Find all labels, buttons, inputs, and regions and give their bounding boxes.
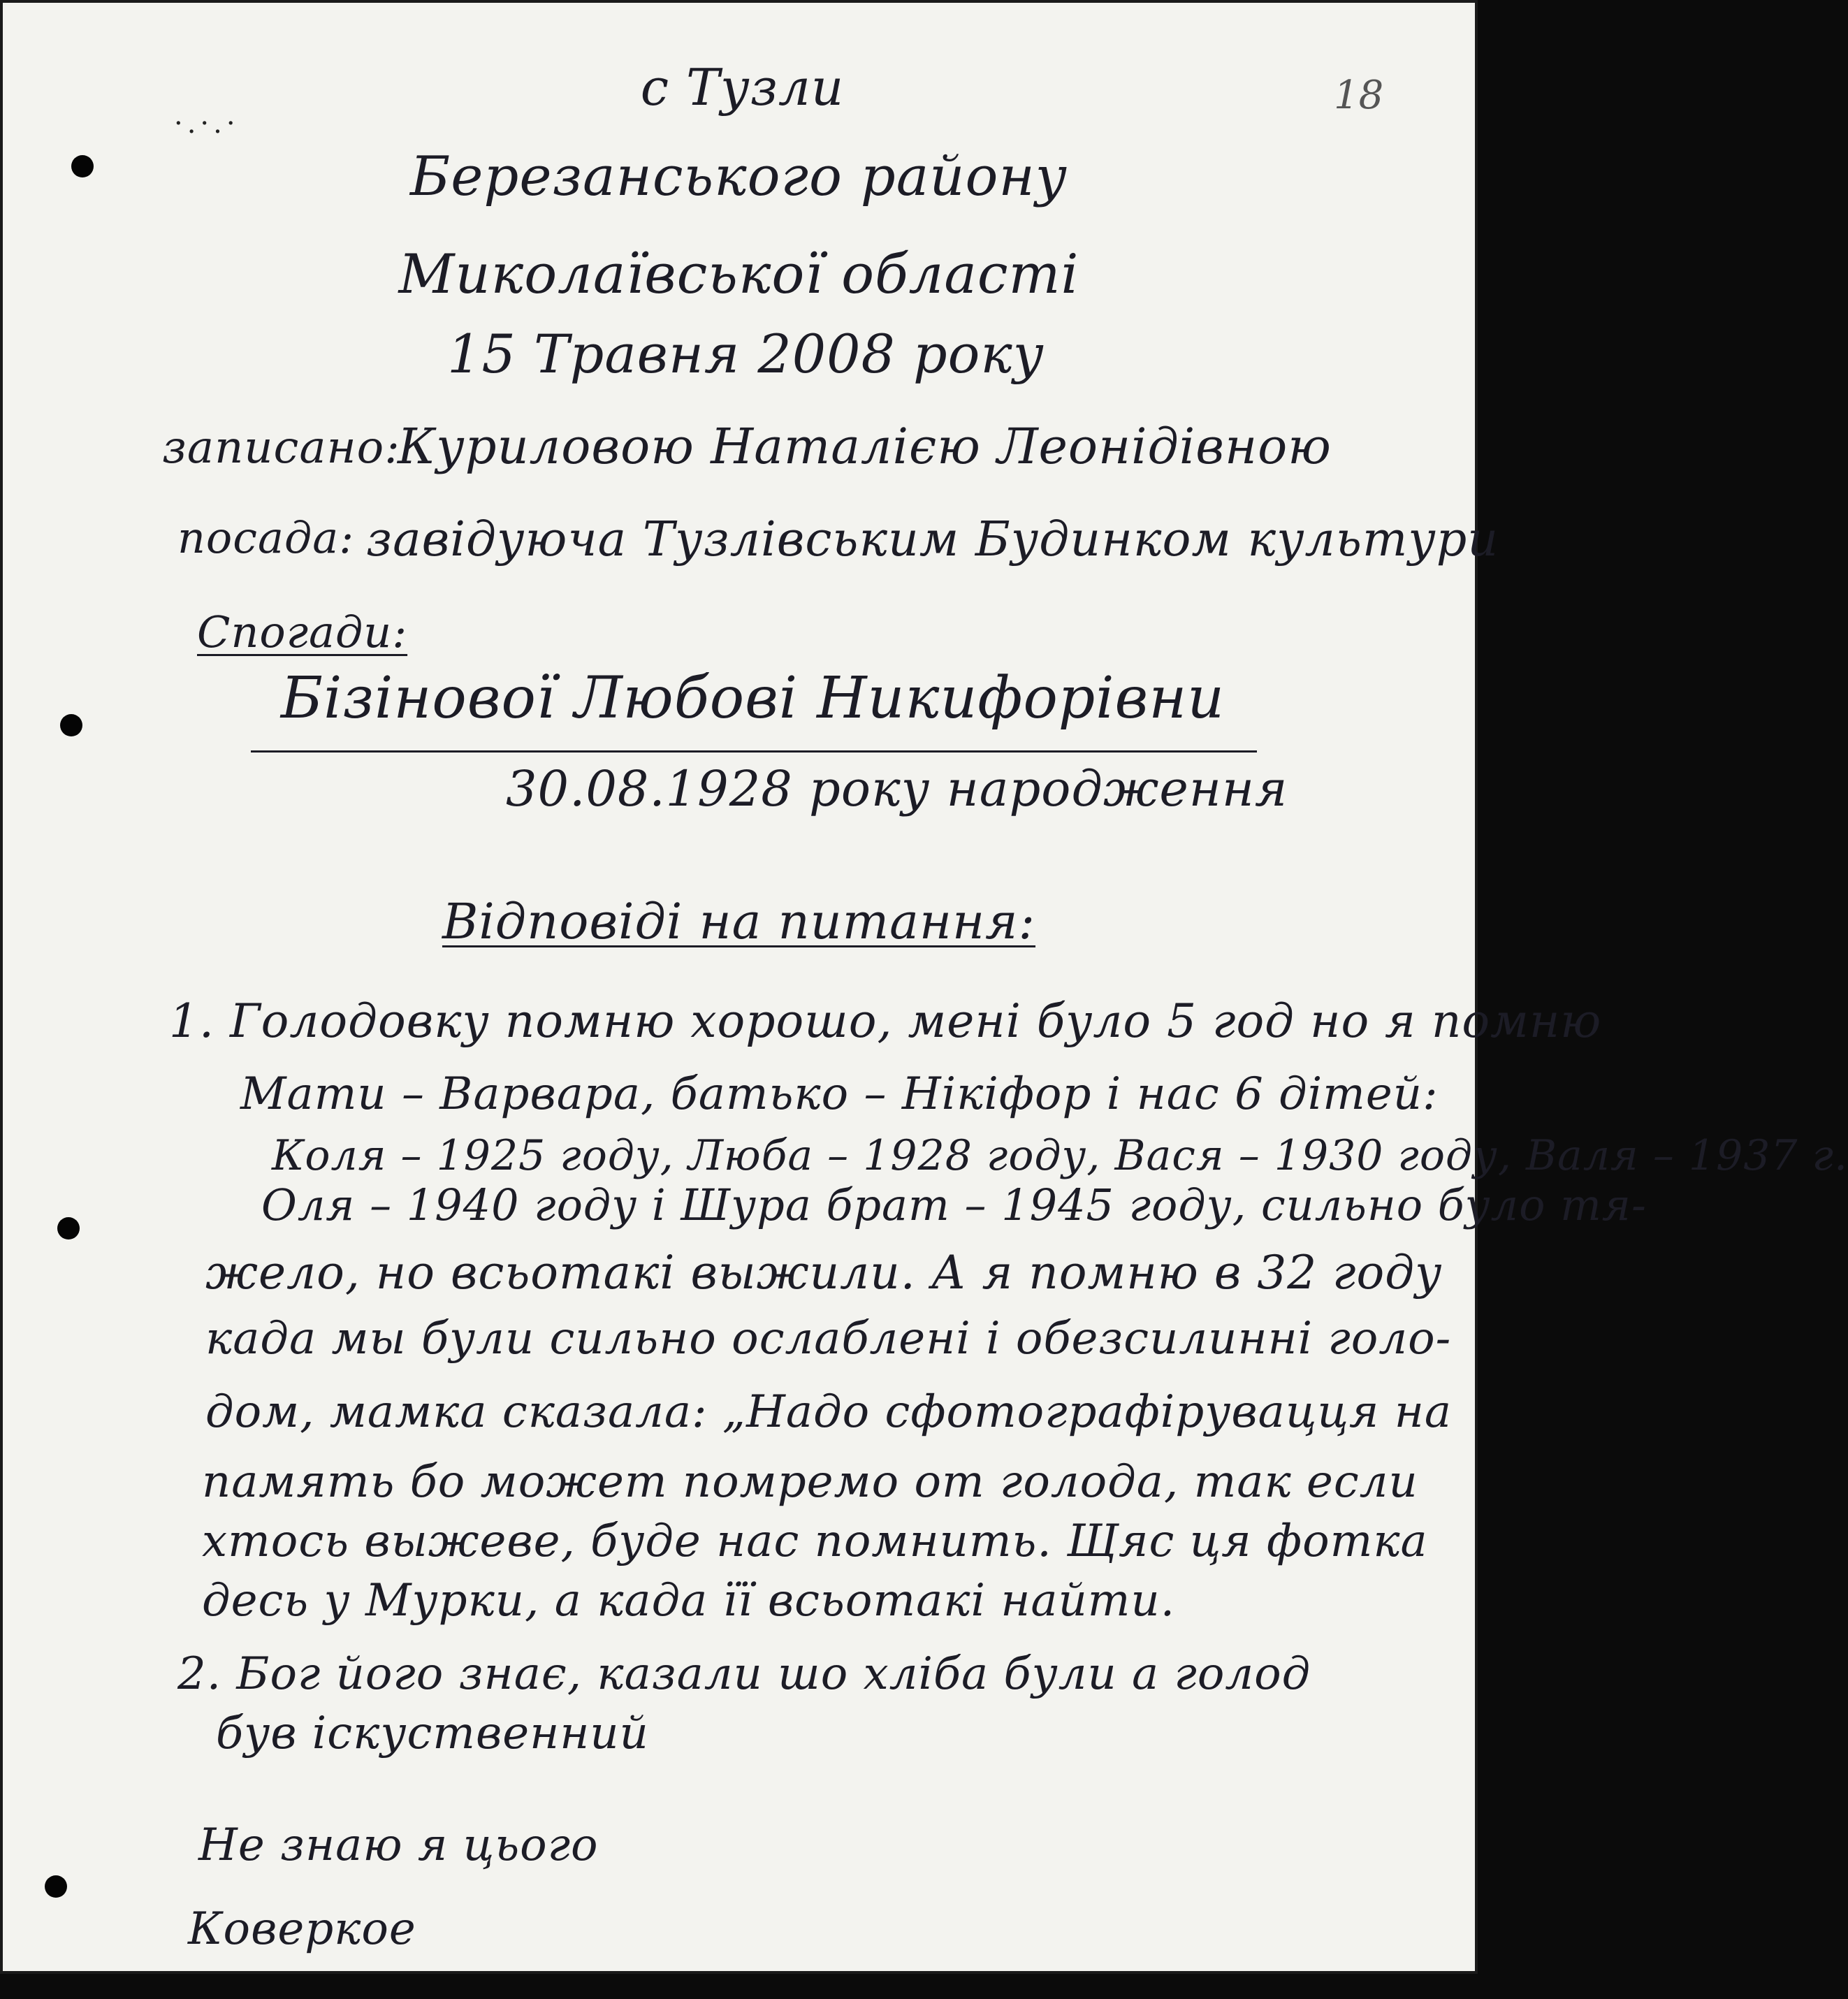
answer-line: 2. Бог його знає, казали шо хліба були а голод <box>177 1648 1311 1700</box>
name-underline <box>251 750 1257 753</box>
memoirs-label: Спогади: <box>197 606 408 657</box>
memoirs-name: Бізінової Любові Никифорівни <box>280 665 1225 732</box>
answer-line: дом, мамка сказала: „Надо сфотографірувацця на <box>205 1386 1453 1438</box>
answer-line: Коверкое <box>188 1903 416 1955</box>
answer-line: Коля – 1925 году, Люба – 1928 году, Вася – 1930 году, Валя – 1937 г. <box>272 1131 1848 1180</box>
page-number: 18 <box>1334 73 1384 118</box>
recorded-name: Куриловою Наталією Леонідівною <box>398 418 1332 475</box>
punch-hole <box>57 1217 80 1240</box>
position-value: завідуюча Тузлівським Будинком культури <box>366 512 1499 567</box>
punch-hole <box>45 1875 67 1898</box>
answer-line: був іскуственний <box>216 1708 649 1759</box>
answers-title: Відповіді на питання: <box>442 893 1036 950</box>
answer-line: Не знаю я цього <box>198 1819 599 1871</box>
position-label: посада: <box>177 512 355 563</box>
answer-line: память бо может помремо от голода, так если <box>202 1456 1418 1508</box>
birth-date: 30.08.1928 року народження <box>506 760 1288 817</box>
answer-line: 1. Голодовку помню хорошо, мені було 5 год но я помню <box>169 994 1602 1048</box>
answer-line: десь у Мурки, а када її всьотакі найти. <box>202 1575 1176 1627</box>
recorded-label: записано: <box>162 422 400 474</box>
answer-line: Мати – Варвара, батько – Нікіфор і нас 6 дітей: <box>240 1068 1439 1120</box>
answer-line: хтось выжеве, буде нас помнить. Щяс ця фотка <box>202 1515 1428 1567</box>
answer-line: када мы були сильно ослаблені і обезсилинні голо- <box>205 1313 1452 1365</box>
header-date: 15 Травня 2008 року <box>447 323 1045 385</box>
header-district: Березанського району <box>409 145 1068 208</box>
ink-dots: ·.·.· <box>174 108 240 140</box>
header-village: с Тузли <box>640 58 845 117</box>
answer-line: Оля – 1940 году і Шура брат – 1945 году, сильно було тя- <box>261 1179 1647 1230</box>
header-region: Миколаївської області <box>398 243 1079 306</box>
answer-line: жело, но всьотакі выжили. А я помню в 32 году <box>205 1246 1443 1300</box>
